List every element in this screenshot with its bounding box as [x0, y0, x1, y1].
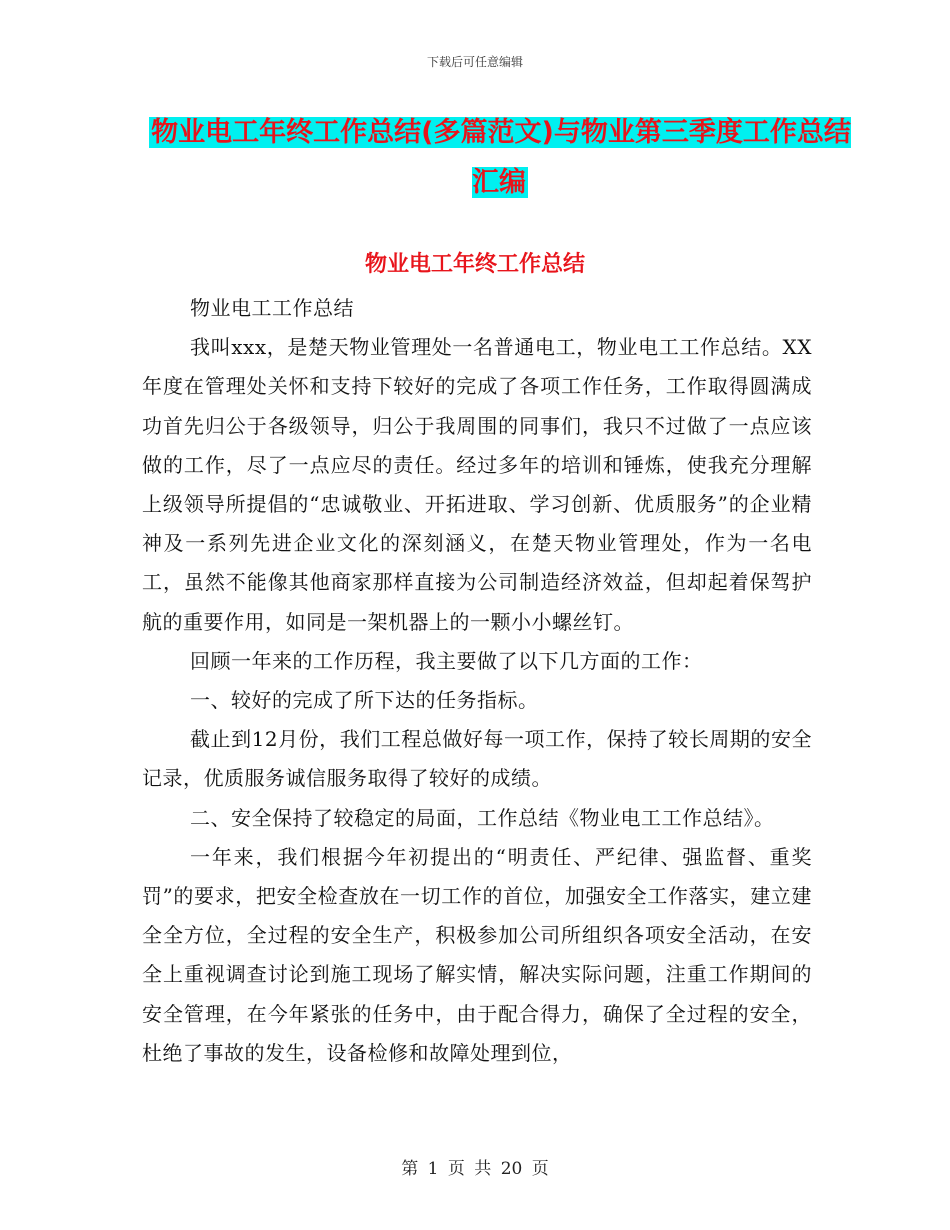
paragraph: 二、安全保持了较稳定的局面，工作总结《物业电工工作总结》。 — [190, 805, 775, 830]
document-title — [140, 108, 860, 208]
paragraph: 回顾一年来的工作历程，我主要做了以下几方面的工作： — [190, 648, 703, 673]
page-indicator: 第 1 页 共 20 页 — [401, 1159, 549, 1179]
section-title: 物业电工年终工作总结 — [364, 252, 585, 277]
page-header-note: 下载后可任意编辑 — [426, 55, 523, 69]
paragraph: 我叫xxx，是楚天物业管理处一名普通电工，物业电工工作总结。XX年度在管理处关怀和支持下较好的完成了各项工作任务，工作取得圆满成功首先归公于各级领导，归公于我周围的同事们，我只不过做了一点应该做的工作，尽了一点应尽的责任。经过多年的培训和锤炼，使我充分理解上级领导所提倡的“忠诚敬业、开拓进取、学习创新、优质服务”的企业精神及一系列先进企业文化的深刻涵义，在楚天物业管理处，作为一名电工，虽然不能像其他商家那样直接为公司制造经济效益，但却起着保驾护航的重要作用，如同是一架机器上的一颗小小螺丝钉。 — [142, 335, 812, 634]
paragraph: 截止到12月份，我们工程总做好每一项工作，保持了较长周期的安全记录，优质服务诚信服务取得了较好的成绩。 — [142, 727, 812, 791]
document-body — [142, 289, 812, 1073]
paragraph: 物业电工工作总结 — [190, 296, 354, 320]
paragraph: 一、较好的完成了所下达的任务指标。 — [190, 688, 539, 713]
paragraph: 一年来，我们根据今年初提出的“明责任、严纪律、强监督、重奖罚”的要求，把安全检查放在一切工作的首位，加强安全工作落实，建立建全全方位，全过程的安全生产，积极参加公司所组织各项安全活动，在安全上重视调查讨论到施工现场了解实情，解决实际问题，注重工作期间的安全管理，在今年紧张的任务中，由于配合得力，确保了全过程的安全，杜绝了事故的发生，设备检修和故障处理到位， — [142, 844, 812, 1065]
document-title-text: 物业电工年终工作总结(多篇范文)与物业第三季度工作总结汇编 — [151, 117, 851, 198]
